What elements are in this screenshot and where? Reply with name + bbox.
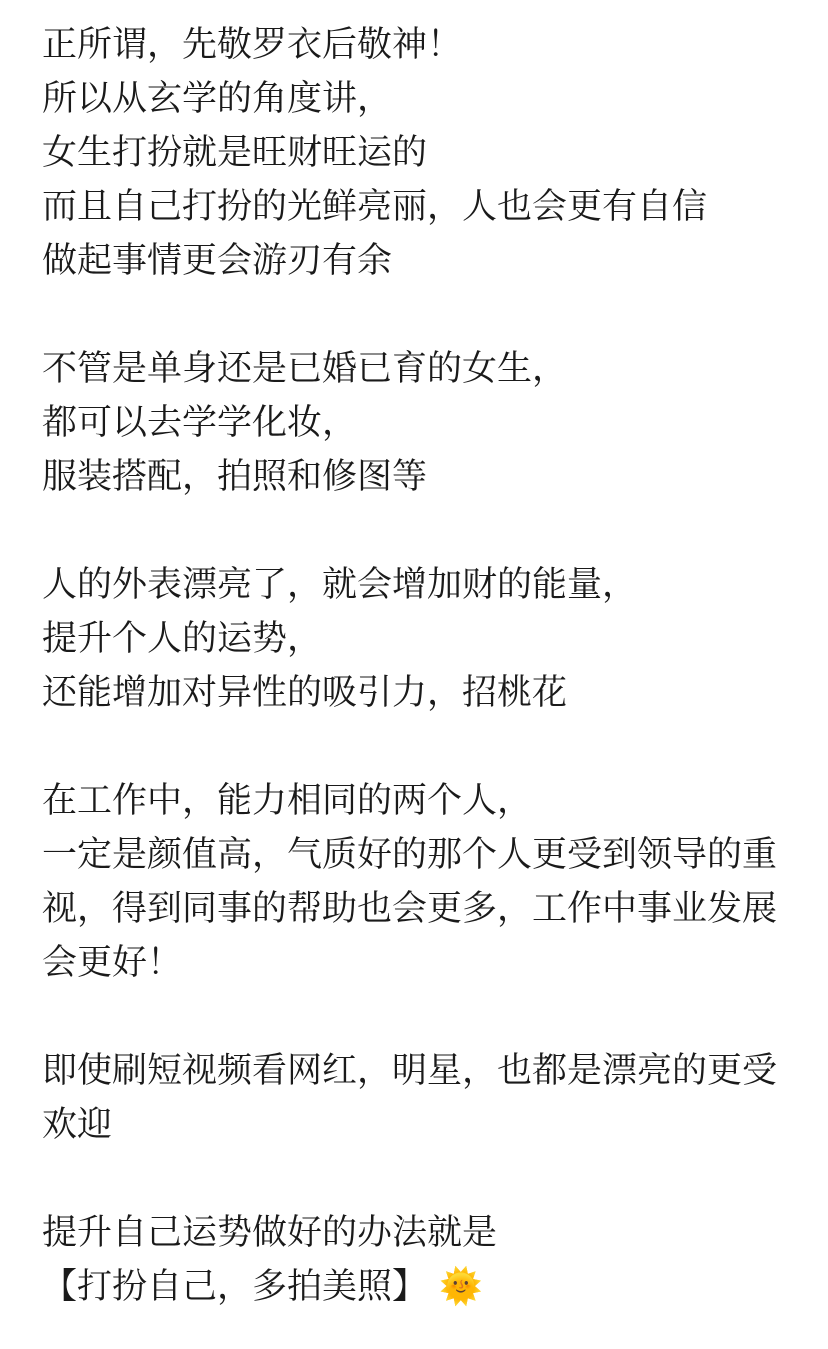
paragraph-2 [42, 342, 786, 504]
paragraph-4 [42, 774, 786, 990]
text-segment: 【打扮自己，多拍美照】 [42, 1267, 428, 1306]
text-line: 女生打扮就是旺财旺运的 [42, 133, 428, 172]
text-line: 在工作中，能力相同的两个人， [42, 781, 533, 820]
paragraph-1 [42, 18, 786, 288]
text-line: 都可以去学学化妆， [42, 403, 358, 442]
text-line: 还能增加对异性的吸引力，招桃花 [42, 673, 568, 712]
text-line: 即使刷短视频看网红，明星，也都是漂亮的更受欢迎 [42, 1051, 778, 1144]
text-line: 不管是单身还是已婚已育的女生， [42, 349, 568, 388]
paragraph-3 [42, 558, 786, 720]
sun-with-face-emoji: 🌞 [439, 1267, 483, 1306]
text-line: 服装搭配，拍照和修图等 [42, 457, 428, 496]
text-line: 做起事情更会游刃有余 [42, 241, 393, 280]
text-line: 而且自己打扮的光鲜亮丽，人也会更有自信 [42, 187, 708, 226]
paragraph-5 [42, 1044, 786, 1152]
text-line: 所以从玄学的角度讲， [42, 79, 393, 118]
text-line: 正所谓，先敬罗衣后敬神！ [42, 25, 463, 64]
text-line: 提升个人的运势， [42, 619, 323, 658]
paragraph-6 [42, 1206, 786, 1314]
text-line: 提升自己运势做好的办法就是 [42, 1213, 498, 1252]
text-line: 一定是颜值高，气质好的那个人更受到领导的重视，得到同事的帮助也会更多，工作中事业发展会更好！ [42, 835, 778, 982]
text-line [42, 1260, 786, 1314]
text-line: 人的外表漂亮了，就会增加财的能量， [42, 565, 638, 604]
